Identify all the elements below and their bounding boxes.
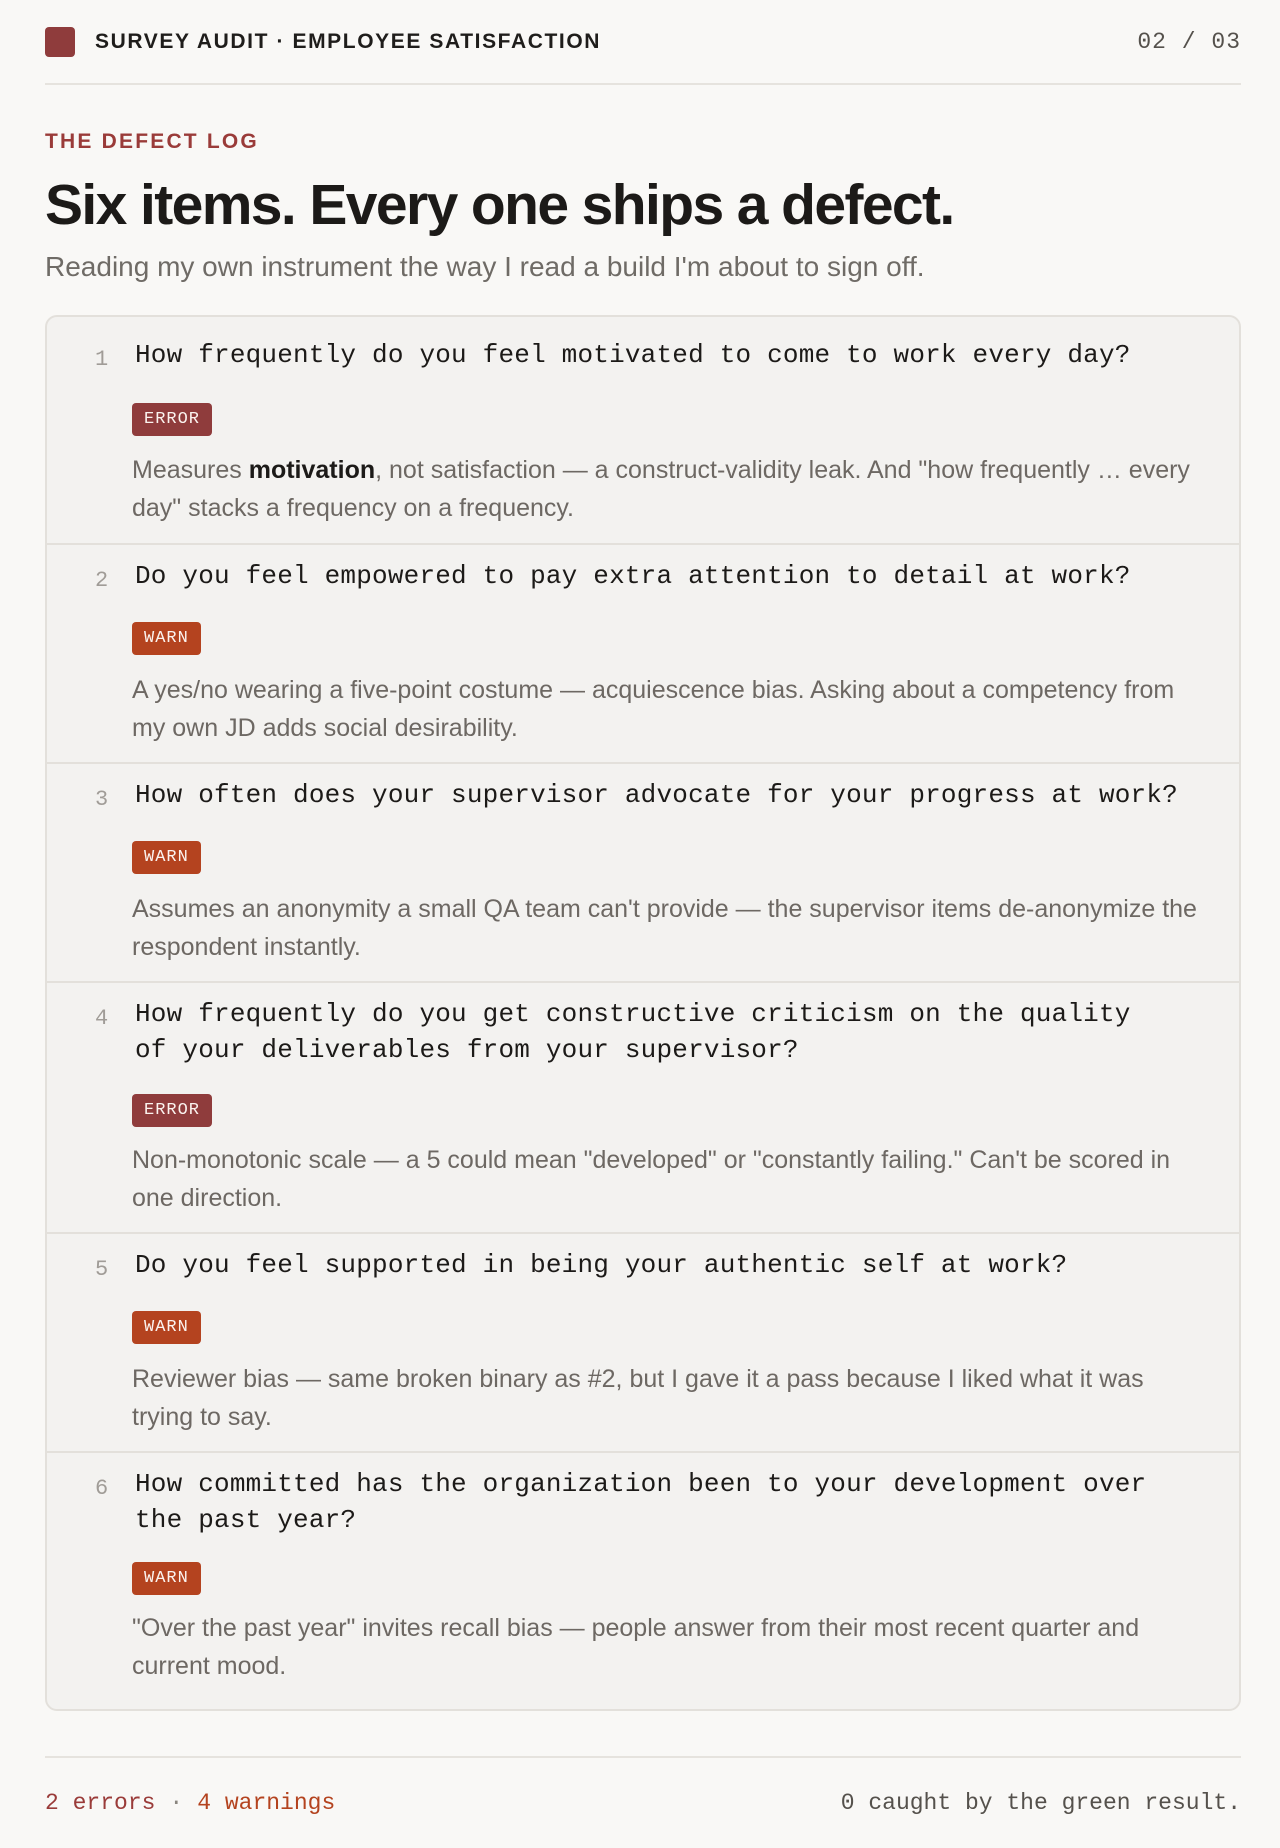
severity-badge-wrap — [47, 622, 201, 655]
severity-badge-wrap — [47, 1562, 201, 1595]
item-number: 3 — [95, 786, 109, 812]
brand — [45, 27, 601, 57]
item-number: 5 — [95, 1256, 109, 1282]
severity-badge: WARN — [132, 841, 201, 874]
severity-badge: ERROR — [132, 403, 212, 436]
severity-badge: WARN — [132, 1562, 201, 1595]
caught-summary: 0 caught by the green result. — [840, 1790, 1241, 1816]
item-number: 1 — [95, 346, 109, 372]
defect-item-4 — [47, 981, 1239, 1232]
severity-badge-wrap — [47, 841, 201, 874]
severity-badge-wrap — [47, 403, 212, 436]
item-question: How frequently do you get constructive criticism on the quality of your deliverables from your supervisor? — [135, 998, 1131, 1065]
note-emphasis: motivation — [248, 455, 376, 484]
item-question: Do you feel supported in being your authentic self at work? — [135, 1249, 1068, 1280]
item-note: A yes/no wearing a five-point costume — acquiescence bias. Asking about a competency from my own JD adds social desirability. — [132, 675, 1175, 742]
item-number: 2 — [95, 567, 109, 593]
severity-badge: WARN — [132, 622, 201, 655]
item-note: "Over the past year" invites recall bias — people answer from their most recent quarter and current mood. — [132, 1613, 1140, 1680]
item-note: Non-monotonic scale — a 5 could mean "developed" or "constantly failing." Can't be scored in one direction. — [132, 1145, 1171, 1212]
item-question: How often does your supervisor advocate for your progress at work? — [135, 779, 1178, 810]
note-suffix: , not satisfaction — a construct-validity leak. And "how frequently … every day" stacks a frequency on a frequency. — [132, 455, 1190, 522]
defect-item-5 — [47, 1232, 1239, 1451]
defect-list — [45, 315, 1241, 1711]
item-note — [47, 451, 1239, 527]
page-indicator: 02 / 03 — [1137, 28, 1241, 55]
defect-item-6 — [47, 1451, 1239, 1709]
defect-item-3 — [47, 762, 1239, 981]
tally-separator: · — [169, 1790, 184, 1816]
severity-badge: WARN — [132, 1311, 201, 1344]
item-number: 4 — [95, 1005, 109, 1031]
section-subtitle: Reading my own instrument the way I read a build I'm about to sign off. — [45, 250, 925, 282]
section-eyebrow: THE DEFECT LOG — [45, 130, 259, 153]
defect-item-2 — [47, 543, 1239, 762]
top-bar — [45, 0, 1241, 85]
item-question: Do you feel empowered to pay extra attention to detail at work? — [135, 560, 1131, 591]
severity-badge-wrap — [47, 1094, 212, 1127]
severity-badge-wrap — [47, 1311, 201, 1344]
defect-item-1 — [47, 317, 1239, 543]
item-question: How frequently do you feel motivated to come to work every day? — [135, 339, 1131, 370]
section-title: Six items. Every one ships a defect. — [45, 173, 954, 237]
warning-count: 4 warnings — [197, 1790, 336, 1816]
item-note: Reviewer bias — same broken binary as #2, but I gave it a pass because I liked what it was trying to say. — [132, 1364, 1144, 1431]
item-note: Assumes an anonymity a small QA team can't provide — the supervisor items de-anonymize the respondent instantly. — [132, 894, 1197, 961]
brand-square-icon — [45, 27, 75, 57]
severity-badge: ERROR — [132, 1094, 212, 1127]
document-title: SURVEY AUDIT · EMPLOYEE SATISFACTION — [95, 29, 602, 53]
defect-tally — [45, 1790, 335, 1816]
note-prefix: Measures — [132, 455, 249, 484]
error-count: 2 errors — [45, 1790, 156, 1816]
slide-footer — [45, 1756, 1241, 1848]
item-number: 6 — [95, 1475, 109, 1501]
item-question: How committed has the organization been to your development over the past year? — [135, 1468, 1147, 1535]
slide-page — [45, 0, 1241, 1848]
